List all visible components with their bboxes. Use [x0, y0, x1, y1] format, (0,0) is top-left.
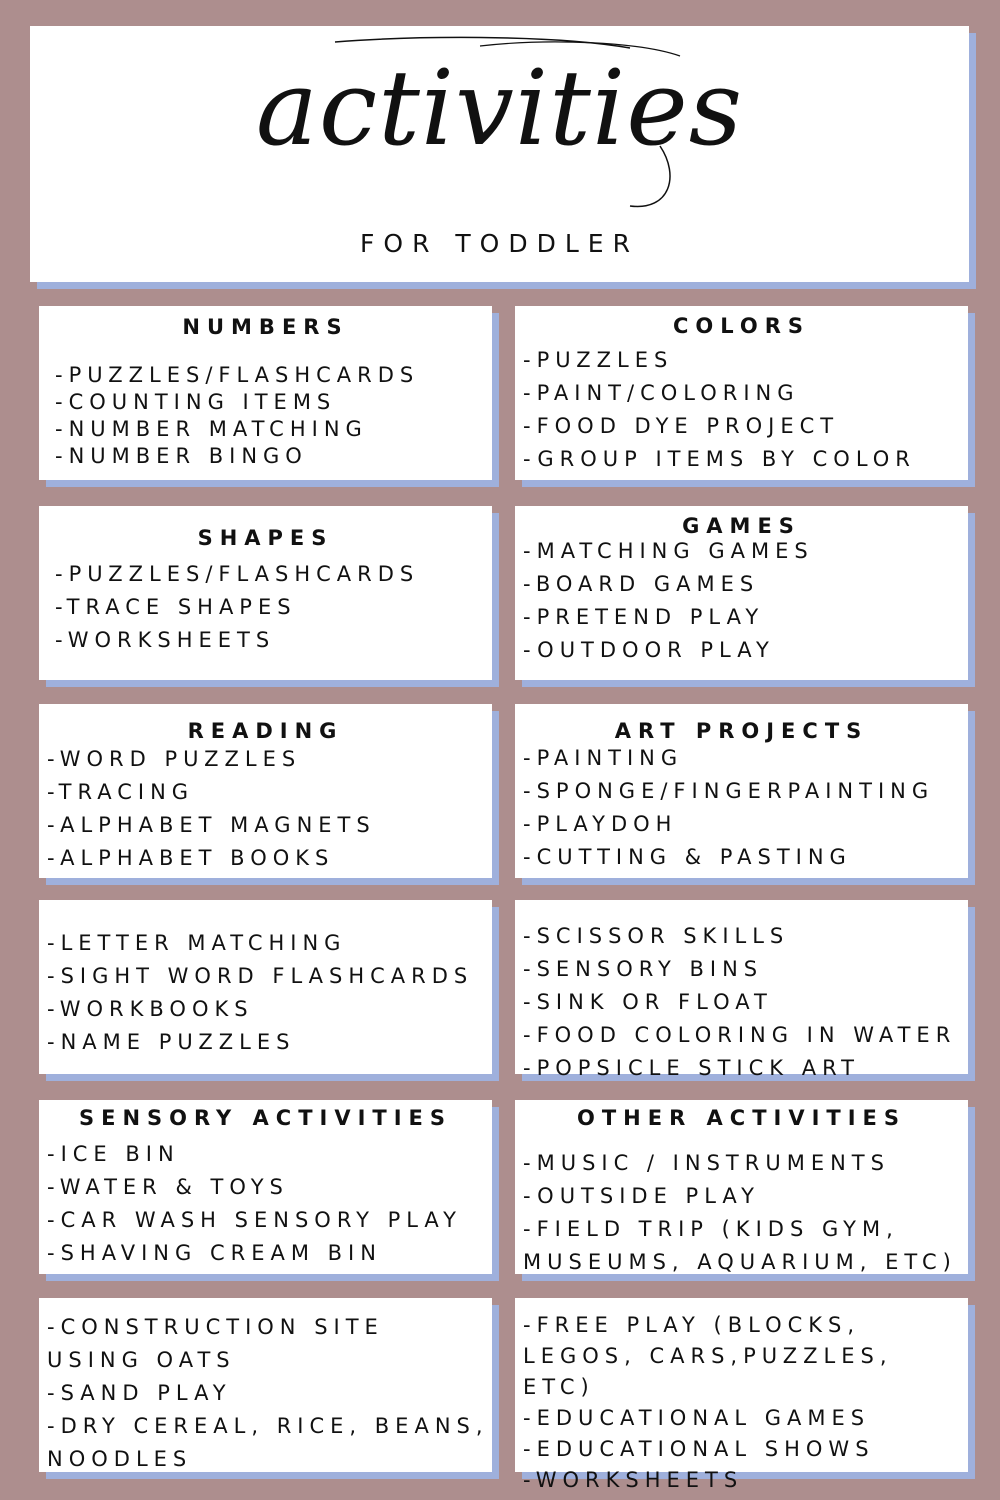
list-item: -WATER & TOYS [47, 1175, 289, 1199]
list-item: -PUZZLES/FLASHCARDS [55, 562, 420, 586]
art-projects-heading: ART PROJECTS [614, 719, 869, 743]
reading-heading: READING [187, 719, 344, 743]
list-item: -SENSORY BINS [523, 957, 764, 981]
reading-card [39, 704, 492, 878]
list-item: -PAINT/COLORING [523, 381, 800, 405]
list-item: -CONSTRUCTION SITE USING OATS [47, 1315, 384, 1372]
art-more-list [523, 920, 968, 1085]
list-item: -NUMBER BINGO [55, 444, 308, 468]
art-more-card [515, 900, 968, 1080]
sensory-more-card [39, 1298, 492, 1472]
list-item: -TRACING [47, 780, 195, 804]
art-projects-card [515, 704, 968, 878]
list-item: -ALPHABET BOOKS [47, 846, 335, 870]
list-item: -FOOD DYE PROJECT [523, 414, 840, 438]
other-more-card [515, 1298, 968, 1492]
shapes-card [39, 506, 492, 680]
list-item: -OUTSIDE PLAY [523, 1184, 760, 1208]
other-list [523, 1147, 968, 1279]
list-item: -BOARD GAMES [523, 572, 760, 596]
list-item: -SINK OR FLOAT [523, 990, 773, 1014]
colors-list [523, 344, 968, 476]
colors-card [515, 306, 968, 480]
other-card [515, 1100, 968, 1274]
list-item: -WORD PUZZLES [47, 747, 302, 771]
reading-list [47, 743, 492, 875]
list-item: -PUZZLES/FLASHCARDS [55, 363, 420, 387]
list-item: -SIGHT WORD FLASHCARDS [47, 964, 474, 988]
list-item: -FREE PLAY (BLOCKS, LEGOS, CARS,PUZZLES, ETC) [523, 1313, 893, 1399]
list-item: -PLAYDOH [523, 812, 678, 836]
numbers-list [55, 362, 492, 470]
numbers-card [39, 306, 492, 480]
shapes-list [55, 558, 492, 657]
list-item: -CAR WASH SENSORY PLAY [47, 1208, 462, 1232]
list-item: -FIELD TRIP (KIDS GYM, MUSEUMS, AQUARIUM, ETC) [523, 1217, 957, 1274]
list-item: -MATCHING GAMES [523, 539, 814, 563]
sensory-heading: SENSORY ACTIVITIES [78, 1106, 453, 1130]
list-item: -DRY CEREAL, RICE, BEANS, NOODLES [47, 1414, 489, 1471]
list-item: -NUMBER MATCHING [55, 417, 368, 441]
list-item: -FOOD COLORING IN WATER [523, 1023, 957, 1047]
colors-heading: COLORS [672, 314, 811, 338]
list-item: -CUTTING & PASTING [523, 845, 852, 869]
other-heading: OTHER ACTIVITIES [576, 1106, 907, 1130]
list-item: -ALPHABET MAGNETS [47, 813, 376, 837]
shapes-heading: SHAPES [197, 526, 334, 550]
list-item: -WORKSHEETS [523, 1468, 744, 1492]
sensory-list [47, 1138, 492, 1270]
reading-more-card [39, 900, 492, 1074]
games-card [515, 506, 968, 680]
list-item: -ICE BIN [47, 1142, 180, 1166]
list-item: -OUTDOOR PLAY [523, 638, 775, 662]
list-item: -PRETEND PLAY [523, 605, 765, 629]
list-item: -SHAVING CREAM BIN [47, 1241, 382, 1265]
header-card [30, 26, 969, 282]
sensory-more-list [47, 1311, 492, 1476]
games-heading: GAMES [682, 514, 801, 538]
numbers-heading: NUMBERS [182, 315, 349, 339]
sensory-card [39, 1100, 492, 1274]
list-item: -SAND PLAY [47, 1381, 232, 1405]
page-title: activities [255, 47, 744, 169]
other-more-list [523, 1310, 968, 1496]
art-projects-list [523, 742, 968, 874]
list-item: -GROUP ITEMS BY COLOR [523, 447, 916, 471]
list-item: -NAME PUZZLES [47, 1030, 296, 1054]
reading-more-list [47, 927, 492, 1059]
list-item: -LETTER MATCHING [47, 931, 347, 955]
list-item: -COUNTING ITEMS [55, 390, 337, 414]
list-item: -EDUCATIONAL GAMES [523, 1406, 871, 1430]
list-item: -SCISSOR SKILLS [523, 924, 790, 948]
list-item: -EDUCATIONAL SHOWS [523, 1437, 875, 1461]
list-item: -WORKBOOKS [47, 997, 254, 1021]
list-item: -PUZZLES [523, 348, 674, 372]
list-item: -MUSIC / INSTRUMENTS [523, 1151, 890, 1175]
list-item: -WORKSHEETS [55, 628, 276, 652]
page-subtitle: FOR TODDLER [360, 229, 639, 258]
list-item: -PAINTING [523, 746, 684, 770]
list-item: -TRACE SHAPES [55, 595, 297, 619]
list-item: -POPSICLE STICK ART [523, 1056, 860, 1080]
list-item: -SPONGE/FINGERPAINTING [523, 779, 935, 803]
games-list [523, 535, 968, 667]
